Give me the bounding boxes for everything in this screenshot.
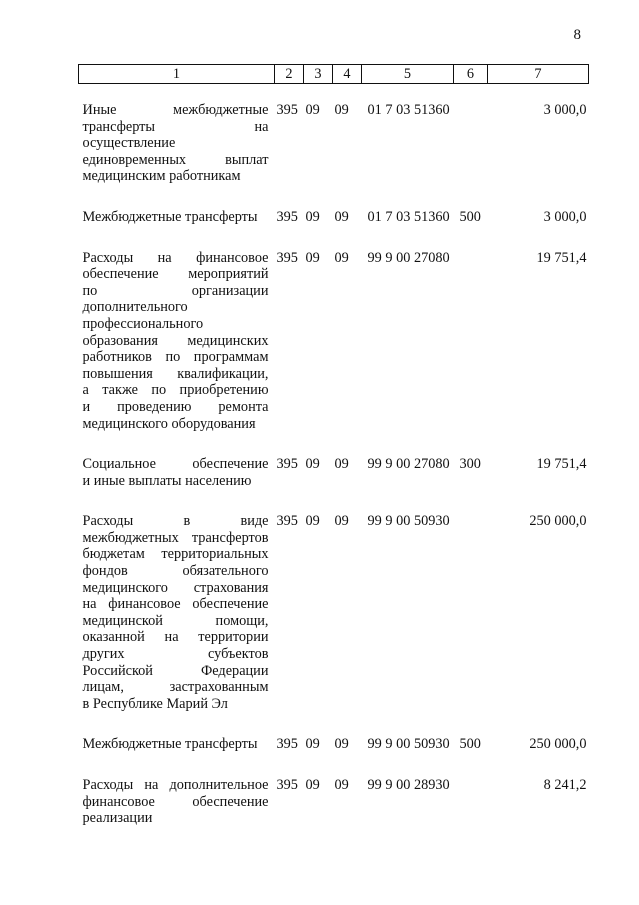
description-line: других субъектов [82, 646, 269, 663]
description-line: бюджетам территориальных [82, 546, 269, 563]
page-number: 8 [573, 27, 581, 43]
ministry-code-cell: 395 [276, 456, 298, 473]
column-header-6: 6 [454, 65, 488, 84]
ministry-code-cell: 395 [276, 736, 298, 753]
column-header-3: 3 [304, 65, 333, 84]
section-cell: 09 [305, 736, 320, 753]
expense-type-cell [454, 759, 488, 833]
budget-table [78, 64, 589, 833]
section-cell: 09 [305, 777, 320, 793]
row-description [79, 718, 275, 759]
target-article-cell: 99 9 00 50930 [367, 513, 450, 530]
description-line: фондов обязательного [82, 563, 269, 580]
description-line: образования медицинских [82, 332, 269, 349]
row-description [79, 759, 275, 833]
description-line: и проведению ремонта [82, 398, 269, 415]
table-row [79, 495, 589, 718]
table-row [79, 84, 589, 191]
target-article-cell: 99 9 00 50930 [367, 736, 450, 753]
table-row [79, 438, 589, 495]
description-line: повышения квалификации, [82, 365, 269, 382]
description-line: медицинской помощи, [82, 612, 269, 629]
column-header-1: 1 [79, 65, 275, 84]
description-line: трансферты на [82, 118, 269, 135]
table-row [79, 718, 589, 759]
description-line: Расходы в виде [82, 513, 269, 530]
column-header-4: 4 [333, 65, 362, 84]
section-cell: 09 [305, 456, 320, 473]
section-cell: 09 [305, 102, 320, 118]
ministry-code-cell: 395 [276, 249, 298, 266]
expense-type-cell [454, 495, 488, 718]
ministry-code-cell: 395 [276, 513, 298, 530]
row-description [79, 84, 275, 191]
description-line: Социальное обеспечение [82, 456, 269, 473]
target-article-cell: 01 7 03 51360 [367, 102, 450, 118]
section-cell: 09 [305, 249, 320, 266]
ministry-code-cell: 395 [276, 208, 298, 225]
column-header-7: 7 [488, 65, 589, 84]
description-line: Российской Федерации [82, 662, 269, 679]
description-line: единовременных выплат [82, 151, 269, 168]
target-article-cell: 99 9 00 28930 [367, 777, 450, 793]
target-article-cell: 99 9 00 27080 [367, 456, 450, 473]
description-line: профессионального [82, 315, 204, 332]
table-row [79, 191, 589, 232]
description-line: Иные межбюджетные [82, 102, 269, 118]
row-description [79, 438, 275, 495]
column-header-2: 2 [275, 65, 304, 84]
description-line: на финансовое обеспечение [82, 596, 269, 613]
amount-cell: 250 000,0 [529, 736, 587, 753]
column-header-5: 5 [362, 65, 454, 84]
description-line: реализации [82, 810, 153, 827]
row-description [79, 232, 275, 439]
section-cell: 09 [305, 208, 320, 225]
target-article-cell: 99 9 00 27080 [367, 249, 450, 266]
table-body [79, 84, 589, 833]
description-line: Расходы на дополнительное [82, 777, 269, 793]
description-line: медицинского оборудования [82, 415, 256, 432]
row-description [79, 495, 275, 718]
expense-type-cell: 500 [459, 208, 481, 225]
amount-cell: 8 241,2 [543, 777, 587, 793]
subsection-cell: 09 [334, 777, 349, 793]
amount-cell: 19 751,4 [536, 249, 587, 266]
table-row [79, 232, 589, 439]
row-description [79, 191, 275, 232]
description-line: обеспечение мероприятий [82, 266, 269, 283]
description-line: межбюджетных трансфертов [82, 529, 269, 546]
description-line: по организации [82, 282, 269, 299]
subsection-cell: 09 [334, 208, 349, 225]
expense-type-cell: 300 [459, 456, 481, 473]
expense-type-cell [454, 84, 488, 191]
description-line: и иные выплаты населению [82, 472, 252, 489]
expense-type-cell: 500 [459, 736, 481, 753]
amount-cell: 3 000,0 [543, 208, 587, 225]
subsection-cell: 09 [334, 736, 349, 753]
description-line: медицинским работникам [82, 168, 241, 185]
description-line: Расходы на финансовое [82, 249, 269, 266]
ministry-code-cell: 395 [276, 102, 298, 118]
description-line: Межбюджетные трансферты [82, 736, 258, 753]
description-line: Межбюджетные трансферты [82, 208, 258, 225]
section-cell: 09 [305, 513, 320, 530]
description-line: дополнительного [82, 299, 188, 316]
description-line: медицинского страхования [82, 579, 269, 596]
description-line: а также по приобретению [82, 382, 269, 399]
subsection-cell: 09 [334, 249, 349, 266]
description-line: лицам, застрахованным [82, 679, 269, 696]
table-header-row [79, 65, 589, 84]
amount-cell: 19 751,4 [536, 456, 587, 473]
ministry-code-cell: 395 [276, 777, 298, 793]
target-article-cell: 01 7 03 51360 [367, 208, 450, 225]
subsection-cell: 09 [334, 456, 349, 473]
description-line: в Республике Марий Эл [82, 695, 228, 712]
amount-cell: 3 000,0 [543, 102, 587, 118]
amount-cell: 250 000,0 [529, 513, 587, 530]
expense-type-cell [454, 232, 488, 439]
description-line: оказанной на территории [82, 629, 269, 646]
description-line: работников по программам [82, 349, 269, 366]
subsection-cell: 09 [334, 102, 349, 118]
table-row [79, 759, 589, 833]
subsection-cell: 09 [334, 513, 349, 530]
description-line: финансовое обеспечение [82, 793, 269, 810]
description-line: осуществление [82, 135, 176, 152]
